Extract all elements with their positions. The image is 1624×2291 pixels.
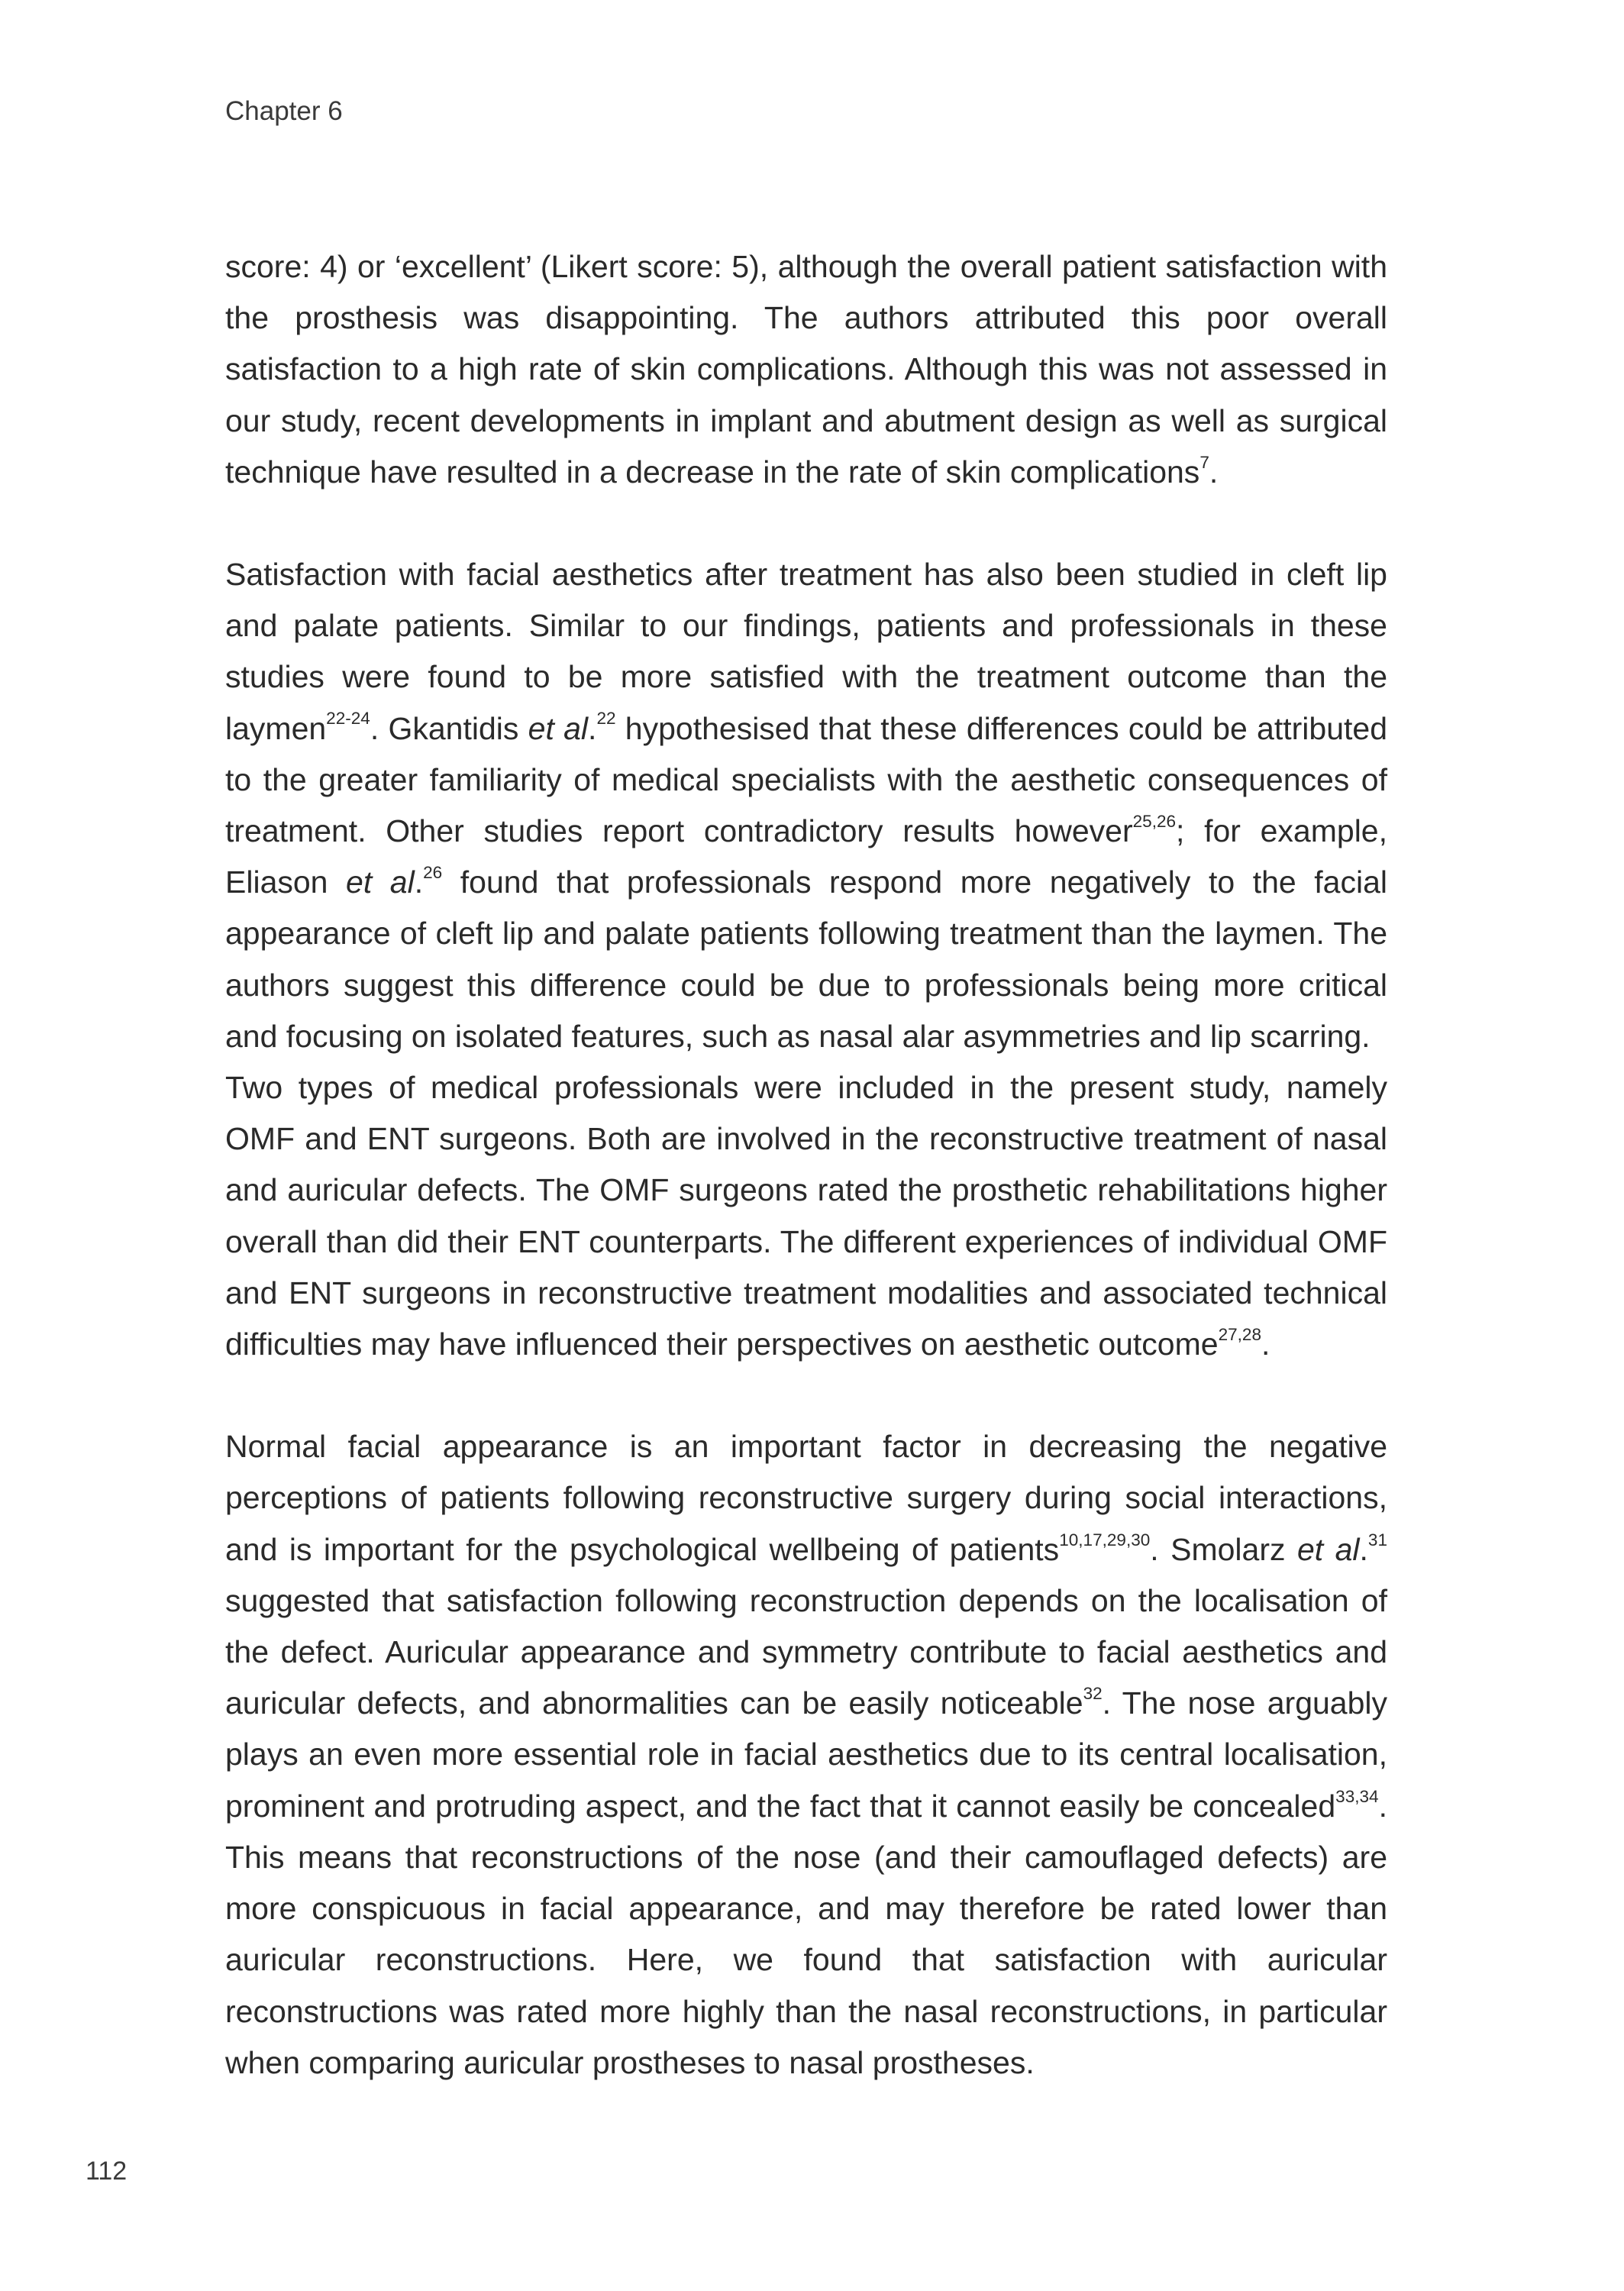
paragraph-text: . The nose arguably plays an even more essential role in facial aesthetics due to its central localisation, prominent and protruding aspect, and the fact that it cannot easily be concealed: [225, 1685, 1388, 1824]
paragraph-text: suggested that satisfaction following reconstruction depends on the localisation of the defect. Auricular appearance and symmetry contribute to facial aesthetics and auricular defects, and abnormalities can be easily noticeable: [225, 1582, 1387, 1721]
paragraph-text: Normal facial appearance is an important factor in decreasing the negative perceptions of patients following reconstructive surgery during social interactions, and is important for the psychological wellbeing of patients: [225, 1429, 1387, 1567]
citation-superscript: 25,26: [1132, 811, 1177, 831]
citation-superscript: 32: [1083, 1684, 1103, 1704]
citation-superscript: 26: [423, 863, 443, 883]
paragraph-text: ; for example, Eliason: [225, 813, 1387, 900]
paragraph-text: . Gkantidis: [370, 710, 528, 746]
page-number: 112: [86, 2157, 128, 2186]
running-header: Chapter 6: [225, 96, 343, 126]
paragraph: [225, 549, 1387, 1062]
paragraph-text: .: [1261, 1326, 1270, 1362]
citation-superscript: 22-24: [326, 709, 370, 729]
citation-superscript: 33,34: [1335, 1786, 1379, 1806]
body-text: [225, 241, 1387, 2089]
paragraph-text: found that professionals respond more negatively to the facial appearance of cleft lip and palate patients following treatment than the laymen. The authors suggest this difference could be due to professionals being more critical and focusing on isolated features, such as nasal alar asymmetries and lip scarring.: [225, 864, 1387, 1054]
paragraph: [225, 241, 1387, 498]
paragraph-text: Two types of medical professionals were included in the present study, namely OMF and ENT surgeons. Both are involved in the reconstructive treatment of nasal and auricular defects. The OMF surgeons rated the prosthetic rehabilitations higher overall than did their ENT counterparts. The different experiences of individual OMF and ENT surgeons in reconstructive treatment modalities and associated technical difficulties may have influenced their perspectives on aesthetic outcome: [225, 1070, 1387, 1362]
paragraph-text: .: [588, 710, 597, 746]
paragraph-text: hypothesised that these differences could be attributed to the greater familiarity of medical specialists with the aesthetic consequences of treatment. Other studies report contradictory results however: [225, 710, 1387, 849]
citation-superscript: 22: [596, 709, 616, 729]
italic-text: et al: [528, 710, 589, 746]
paragraph: [225, 1421, 1387, 2089]
paragraph-text: Satisfaction with facial aesthetics after treatment has also been studied in cleft lip and palate patients. Similar to our findings, patients and professionals in these studies were found to be more satisfied with the treatment outcome than the laymen: [225, 557, 1387, 746]
paragraph-text: .: [414, 864, 424, 900]
paragraph-text: . This means that reconstructions of the nose (and their camouflaged defects) are more conspicuous in facial appearance, and may therefore be rated lower than auricular reconstructions. Here, we found that satisfaction with auricular reconstructions was rated more highly than the nasal reconstructions, in particular when comparing auricular prostheses to nasal prostheses.: [225, 1788, 1387, 2080]
citation-superscript: 7: [1199, 452, 1209, 472]
paragraph-text: .: [1209, 454, 1219, 490]
citation-superscript: 31: [1367, 1530, 1387, 1549]
citation-superscript: 27,28: [1218, 1324, 1262, 1344]
paragraph-text: .: [1359, 1531, 1368, 1567]
paragraph-text: . Smolarz: [1150, 1531, 1297, 1567]
italic-text: et al: [1296, 1531, 1360, 1567]
italic-text: et al: [346, 864, 415, 900]
paragraph-text: score: 4) or ‘excellent’ (Likert score: 5), although the overall patient satisfaction with the prosthesis was disappointing. The authors attributed this poor overall satisfaction to a high rate of skin complications. Although this was not assessed in our study, recent developments in implant and abutment design as well as surgical technique have resulted in a decrease in the rate of skin complications: [225, 249, 1387, 490]
paragraph: [225, 1062, 1387, 1370]
citation-superscript: 10,17,29,30: [1059, 1530, 1151, 1549]
